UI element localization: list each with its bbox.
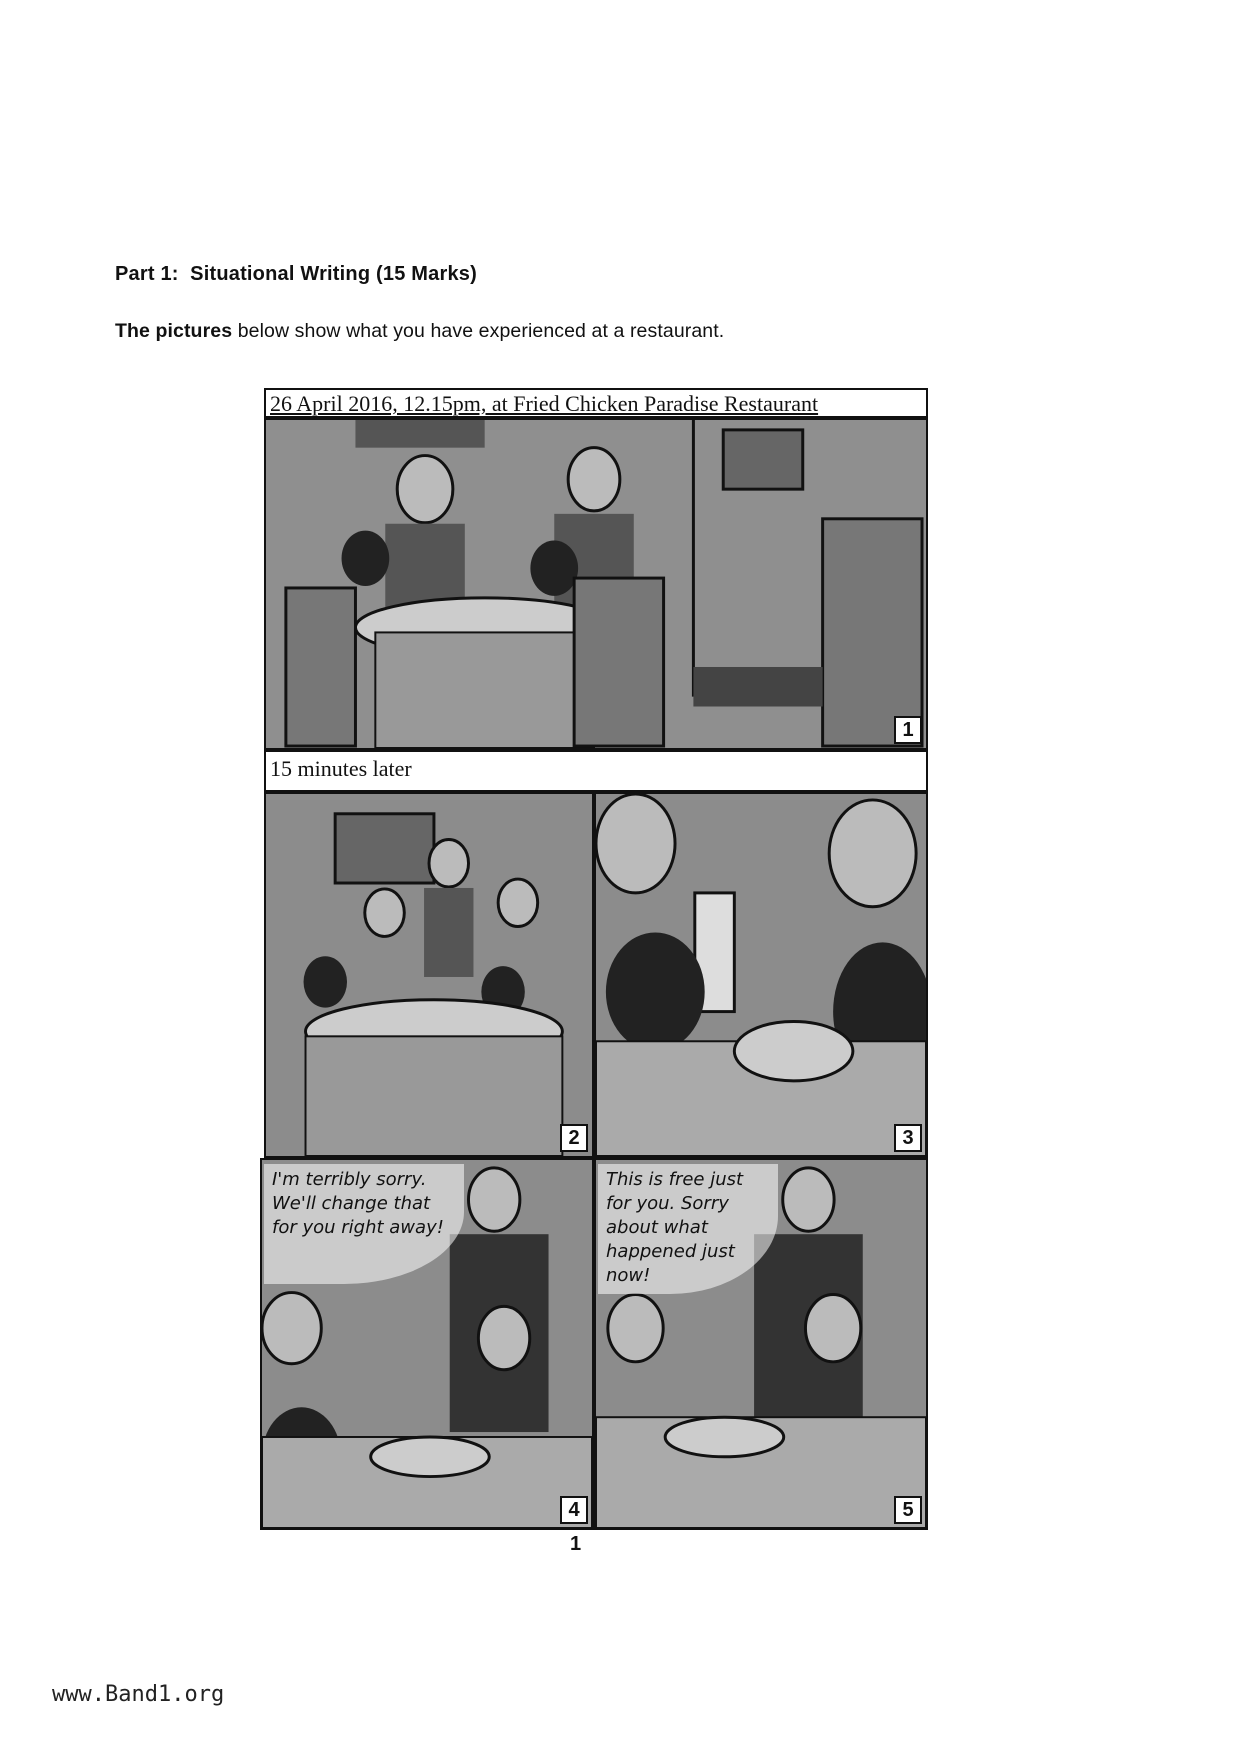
panel-number: 1 — [894, 716, 922, 744]
instructions-rest: below show what you have experienced at a restaurant. — [237, 320, 725, 342]
caption-date-place: 26 April 2016, 12.15pm, at Fried Chicken Paradise Restaurant — [264, 388, 928, 418]
panel-1 — [264, 418, 928, 750]
comic-strip — [258, 386, 932, 1521]
footer-url: www.Band1.org — [52, 1682, 225, 1707]
page-number: 1 — [570, 1533, 582, 1555]
panel-4 — [260, 1158, 594, 1530]
panel-number: 3 — [894, 1124, 922, 1152]
panel-3 — [594, 792, 928, 1158]
speech-bubble-waiter: I'm terribly sorry. We'll change that for you right away! — [264, 1164, 464, 1284]
instructions-bold: The pictures — [115, 320, 233, 342]
panel-number: 4 — [560, 1496, 588, 1524]
speech-bubble-manager: This is free just for you. Sorry about what happened just now! — [598, 1164, 778, 1294]
panel-number: 5 — [894, 1496, 922, 1524]
caption-time-later: 15 minutes later — [264, 750, 928, 792]
section-heading — [115, 263, 477, 286]
panel-number: 2 — [560, 1124, 588, 1152]
part-title: Situational Writing (15 Marks) — [190, 263, 477, 285]
panel-2-illustration — [266, 794, 592, 1156]
panel-5 — [594, 1158, 928, 1530]
instructions — [115, 320, 724, 343]
panel-2 — [264, 792, 594, 1158]
panel-3-illustration — [596, 794, 926, 1156]
panel-1-illustration — [266, 420, 926, 748]
part-label: Part 1: — [115, 263, 179, 285]
